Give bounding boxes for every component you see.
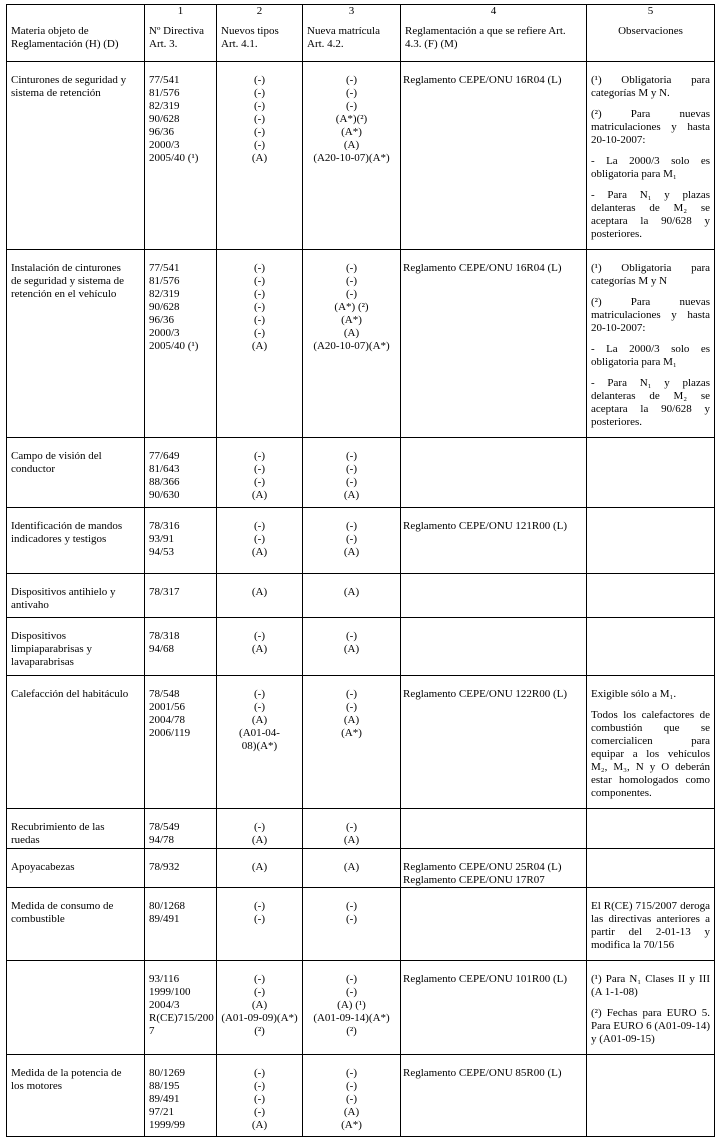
cell-line: Instalación de cinturones: [11, 262, 121, 274]
row-nuevos-tipos: [217, 574, 303, 618]
cell-line: (-): [346, 900, 357, 912]
cell-line: 96/36: [149, 126, 175, 138]
col-number: 1: [145, 5, 217, 24]
cell-line: (-): [346, 74, 357, 86]
row-observaciones: [587, 676, 715, 809]
cell-line: (-): [254, 288, 265, 300]
cell-line: (-): [346, 973, 357, 985]
table-row: [7, 888, 715, 961]
row-nueva-matricula: [303, 961, 401, 1055]
cell-line: Reglamento CEPE/ONU 16R04 (L): [403, 74, 562, 86]
col-number: 3: [303, 5, 401, 24]
row-materia: [7, 574, 145, 618]
row-materia: [7, 62, 145, 250]
row-nuevos-tipos: [217, 1055, 303, 1137]
cell-line: 88/195: [149, 1080, 180, 1092]
cell-line: Reglamento CEPE/ONU 122R00 (L): [403, 688, 568, 700]
cell-line: los motores: [11, 1080, 63, 1092]
table-row: [7, 676, 715, 809]
cell-line: (-): [254, 463, 265, 475]
row-directiva: [145, 676, 217, 809]
cell-line: (A): [251, 1119, 268, 1131]
cell-line: (A): [251, 999, 268, 1011]
cell-line: 81/643: [149, 463, 180, 475]
cell-line: 1999/100: [149, 986, 191, 998]
cell-line: Exigible sólo a M₁.: [591, 688, 677, 700]
row-nueva-matricula: [303, 62, 401, 250]
cell-line: retención en el vehículo: [11, 288, 117, 300]
cell-line: (-): [346, 100, 357, 112]
cell-line: 2000/3: [149, 139, 180, 151]
cell-line: 1999/99: [149, 1119, 186, 1131]
cell-line: (A): [251, 152, 268, 164]
cell-line: Cinturones de seguridad y: [11, 74, 127, 86]
cell-line: (²) Para nuevas matriculaciones y hasta 20-10-2007:: [591, 108, 710, 146]
cell-line: Reglamento CEPE/ONU 101R00 (L): [403, 973, 568, 985]
row-nuevos-tipos: [217, 849, 303, 888]
cell-line: (-): [254, 74, 265, 86]
cell-line: (-): [254, 701, 265, 713]
cell-line: 78/316: [149, 520, 180, 532]
cell-line: (²) Para nuevas matriculaciones y hasta 20-10-2007:: [591, 296, 710, 334]
cell-line: 82/319: [149, 288, 180, 300]
cell-line: (A): [343, 1106, 360, 1118]
cell-line: (A01-09-14)(A*): [313, 1012, 390, 1024]
cell-line: (-): [254, 262, 265, 274]
row-observaciones: [587, 438, 715, 508]
cell-line: (-): [346, 262, 357, 274]
cell-line: 77/541: [149, 262, 180, 274]
cell-line: Reglamento CEPE/ONU 17R07: [403, 874, 545, 886]
row-nueva-matricula: [303, 676, 401, 809]
row-materia: [7, 1055, 145, 1137]
table-row: [7, 438, 715, 508]
row-materia: [7, 888, 145, 961]
cell-line: (-): [346, 288, 357, 300]
table-row: [7, 574, 715, 618]
row-directiva: [145, 250, 217, 438]
cell-line: (²): [346, 1025, 357, 1037]
cell-line: (A01-04-: [239, 727, 280, 739]
cell-line: (A*)(²): [335, 113, 368, 125]
col-header-nuevos: Nuevos tipos Art. 4.1.: [217, 23, 303, 62]
row-materia: [7, 508, 145, 574]
row-materia: [7, 250, 145, 438]
cell-line: Reglamento CEPE/ONU 25R04 (L): [403, 861, 562, 873]
cell-line: 2006/119: [149, 727, 191, 739]
row-directiva: [145, 961, 217, 1055]
cell-line: 93/116: [149, 973, 180, 985]
table-row: [7, 849, 715, 888]
cell-line: (-): [254, 900, 265, 912]
cell-line: Identificación de mandos: [11, 520, 123, 532]
row-directiva: [145, 438, 217, 508]
cell-line: (-): [346, 630, 357, 642]
cell-line: (-): [254, 1067, 265, 1079]
row-nuevos-tipos: [217, 888, 303, 961]
cell-line: 78/548: [149, 688, 180, 700]
row-nuevos-tipos: [217, 676, 303, 809]
col-header-matricula: Nueva matrícula Art. 4.2.: [303, 23, 401, 62]
cell-line: (²) Fechas para EURO 5. Para EURO 6 (A01-09-14) y (A01-09-15): [591, 1007, 710, 1045]
cell-line: Campo de visión del: [11, 450, 102, 462]
cell-line: Reglamento CEPE/ONU 85R00 (L): [403, 1067, 562, 1079]
cell-line: - La 2000/3 solo es obligatoria para M₁: [591, 155, 710, 180]
table-row: [7, 1055, 715, 1137]
row-materia: [7, 849, 145, 888]
cell-line: (-): [254, 973, 265, 985]
cell-line: 2005/40 (¹): [149, 340, 199, 352]
cell-line: (-): [254, 275, 265, 287]
row-directiva: [145, 618, 217, 676]
cell-line: 77/541: [149, 74, 180, 86]
cell-line: (A*): [341, 126, 362, 138]
cell-line: (-): [254, 533, 265, 545]
row-nuevos-tipos: [217, 62, 303, 250]
cell-line: (A): [343, 586, 360, 598]
cell-line: 78/549: [149, 821, 180, 833]
cell-line: 93/91: [149, 533, 175, 545]
row-reglamentacion: [401, 888, 587, 961]
row-nuevos-tipos: [217, 809, 303, 849]
cell-line: 90/628: [149, 113, 180, 125]
table-row: [7, 508, 715, 574]
cell-line: 89/491: [149, 913, 180, 925]
header-label-row: [7, 23, 715, 62]
cell-line: (A): [251, 546, 268, 558]
row-reglamentacion: [401, 508, 587, 574]
cell-line: (A20-10-07)(A*): [313, 152, 390, 164]
cell-line: R(CE)715/200: [149, 1012, 214, 1024]
row-observaciones: [587, 508, 715, 574]
cell-line: 81/576: [149, 87, 180, 99]
cell-line: Todos los calefactores de combustión que se comercialicen para equipar a los vehículos M₂, M₃, N y O deberán estar homologados como componentes.: [591, 709, 710, 799]
cell-line: (-): [346, 688, 357, 700]
cell-line: (-): [254, 126, 265, 138]
cell-line: Calefacción del habitáculo: [11, 688, 129, 700]
cell-line: Apoyacabezas: [11, 861, 75, 873]
cell-line: (-): [346, 1093, 357, 1105]
row-reglamentacion: [401, 849, 587, 888]
cell-line: Medida de consumo de: [11, 900, 114, 912]
cell-line: 94/68: [149, 643, 175, 655]
col-header-observaciones: Observaciones: [587, 23, 715, 62]
row-directiva: [145, 62, 217, 250]
row-nuevos-tipos: [217, 508, 303, 574]
cell-line: 78/317: [149, 586, 180, 598]
row-nueva-matricula: [303, 1055, 401, 1137]
cell-line: (-): [254, 301, 265, 313]
cell-line: (A): [251, 340, 268, 352]
cell-line: (A): [343, 489, 360, 501]
row-reglamentacion: [401, 676, 587, 809]
cell-line: (-): [346, 476, 357, 488]
row-directiva: [145, 574, 217, 618]
row-directiva: [145, 809, 217, 849]
row-reglamentacion: [401, 250, 587, 438]
row-observaciones: [587, 618, 715, 676]
cell-line: (-): [254, 139, 265, 151]
cell-line: 2000/3: [149, 327, 180, 339]
header-number-row: [7, 5, 715, 24]
row-observaciones: [587, 961, 715, 1055]
row-reglamentacion: [401, 1055, 587, 1137]
row-directiva: [145, 508, 217, 574]
row-nueva-matricula: [303, 574, 401, 618]
cell-line: 2004/78: [149, 714, 186, 726]
cell-line: 89/491: [149, 1093, 180, 1105]
row-nueva-matricula: [303, 618, 401, 676]
cell-line: (-): [254, 450, 265, 462]
row-nueva-matricula: [303, 508, 401, 574]
row-materia: [7, 809, 145, 849]
cell-line: (-): [254, 1080, 265, 1092]
cell-line: (A): [251, 861, 268, 873]
cell-line: (A): [343, 546, 360, 558]
cell-line: (-): [254, 476, 265, 488]
cell-line: lavaparabrisas: [11, 656, 74, 668]
row-materia: [7, 618, 145, 676]
cell-line: Dispositivos antihielo y: [11, 586, 116, 598]
cell-line: El R(CE) 715/2007 deroga las directivas anteriores a partir del 2-01-13 y modifica la 70/156: [591, 900, 710, 951]
table-row: [7, 250, 715, 438]
cell-line: (A): [343, 861, 360, 873]
cell-line: (A): [251, 714, 268, 726]
cell-line: sistema de retención: [11, 87, 101, 99]
cell-line: 94/53: [149, 546, 175, 558]
row-observaciones: [587, 809, 715, 849]
cell-line: (-): [254, 100, 265, 112]
cell-line: (A): [251, 834, 268, 846]
cell-line: 81/576: [149, 275, 180, 287]
row-reglamentacion: [401, 961, 587, 1055]
cell-line: (¹) Obligatoria para categorías M y N.: [591, 74, 710, 99]
cell-line: (-): [254, 113, 265, 125]
cell-line: conductor: [11, 463, 55, 475]
cell-line: (A): [251, 489, 268, 501]
cell-line: (¹) Para N₁ Clases II y III (A 1-1-08): [591, 973, 710, 998]
row-reglamentacion: [401, 438, 587, 508]
row-reglamentacion: [401, 62, 587, 250]
table-row: [7, 62, 715, 250]
row-observaciones: [587, 574, 715, 618]
cell-line: (-): [346, 533, 357, 545]
cell-line: Medida de la potencia de: [11, 1067, 122, 1079]
cell-line: (-): [346, 913, 357, 925]
cell-line: (A): [343, 834, 360, 846]
col-header-reglamentacion: Reglamentación a que se refiere Art. 4.3. (F) (M): [401, 23, 587, 62]
cell-line: (A20-10-07)(A*): [313, 340, 390, 352]
cell-line: 90/630: [149, 489, 180, 501]
row-directiva: [145, 849, 217, 888]
cell-line: antivaho: [11, 599, 49, 611]
cell-line: (-): [254, 630, 265, 642]
col-number: 4: [401, 5, 587, 24]
cell-line: 94/78: [149, 834, 175, 846]
regulation-table: [6, 4, 715, 1137]
cell-line: (-): [254, 688, 265, 700]
cell-line: (A*): [341, 314, 362, 326]
table-row: [7, 618, 715, 676]
cell-line: (A): [343, 643, 360, 655]
cell-line: 7: [149, 1025, 155, 1037]
row-nueva-matricula: [303, 849, 401, 888]
cell-line: 2005/40 (¹): [149, 152, 199, 164]
table-row: [7, 961, 715, 1055]
cell-line: (-): [254, 986, 265, 998]
cell-line: combustible: [11, 913, 65, 925]
col-header-materia: Materia objeto de Reglamentación (H) (D): [7, 23, 145, 62]
row-reglamentacion: [401, 574, 587, 618]
cell-line: (A) (¹): [337, 999, 366, 1011]
cell-line: (-): [346, 821, 357, 833]
cell-line: - La 2000/3 solo es obligatoria para M₁: [591, 343, 710, 368]
cell-line: 80/1268: [149, 900, 186, 912]
cell-line: (-): [346, 275, 357, 287]
cell-line: (-): [254, 913, 265, 925]
cell-line: (-): [254, 821, 265, 833]
cell-line: (-): [254, 327, 265, 339]
cell-line: 08)(A*): [241, 740, 278, 752]
cell-line: Reglamento CEPE/ONU 16R04 (L): [403, 262, 562, 274]
col-number: 5: [587, 5, 715, 24]
row-reglamentacion: [401, 809, 587, 849]
row-observaciones: [587, 62, 715, 250]
cell-line: 90/628: [149, 301, 180, 313]
cell-line: 78/318: [149, 630, 180, 642]
cell-line: Dispositivos: [11, 630, 67, 642]
cell-line: 96/36: [149, 314, 175, 326]
cell-line: (A): [343, 327, 360, 339]
row-directiva: [145, 888, 217, 961]
row-materia: [7, 961, 145, 1055]
table-row: [7, 809, 715, 849]
cell-line: (A01-09-09)(A*): [221, 1012, 298, 1024]
cell-line: 80/1269: [149, 1067, 186, 1079]
col-header-directiva: Nº Directiva Art. 3.: [145, 23, 217, 62]
row-observaciones: [587, 250, 715, 438]
cell-line: 97/21: [149, 1106, 175, 1118]
cell-line: - Para N₁ y plazas delanteras de M₂ se aceptara la 90/628 y posteriores.: [591, 377, 710, 428]
row-observaciones: [587, 1055, 715, 1137]
cell-line: (A): [251, 643, 268, 655]
cell-line: limpiaparabrisas y: [11, 643, 92, 655]
cell-line: 78/932: [149, 861, 180, 873]
cell-line: (-): [346, 1067, 357, 1079]
cell-line: (-): [346, 520, 357, 532]
cell-line: ruedas: [11, 834, 40, 846]
row-materia: [7, 676, 145, 809]
cell-line: (-): [346, 87, 357, 99]
row-nueva-matricula: [303, 438, 401, 508]
cell-line: - Para N₁ y plazas delanteras de M₂ se aceptara la 90/628 y posteriores.: [591, 189, 710, 240]
cell-line: (-): [254, 87, 265, 99]
cell-line: 82/319: [149, 100, 180, 112]
col-number: 2: [217, 5, 303, 24]
cell-line: Recubrimiento de las: [11, 821, 105, 833]
cell-line: (A): [251, 586, 268, 598]
row-observaciones: [587, 849, 715, 888]
row-nuevos-tipos: [217, 438, 303, 508]
cell-line: (-): [346, 701, 357, 713]
cell-line: (-): [254, 520, 265, 532]
cell-line: (A*) (²): [334, 301, 369, 313]
cell-line: Reglamento CEPE/ONU 121R00 (L): [403, 520, 568, 532]
cell-line: 88/366: [149, 476, 180, 488]
cell-line: (¹) Obligatoria para categorías M y N: [591, 262, 710, 287]
cell-line: 2004/3: [149, 999, 180, 1011]
col-number: [7, 5, 145, 24]
cell-line: (A): [343, 714, 360, 726]
row-nueva-matricula: [303, 250, 401, 438]
row-nueva-matricula: [303, 809, 401, 849]
row-directiva: [145, 1055, 217, 1137]
cell-line: 77/649: [149, 450, 180, 462]
cell-line: (-): [346, 986, 357, 998]
cell-line: (-): [346, 1080, 357, 1092]
cell-line: (A*): [341, 1119, 362, 1131]
cell-line: (²): [254, 1025, 265, 1037]
cell-line: (-): [254, 314, 265, 326]
row-observaciones: [587, 888, 715, 961]
cell-line: (-): [254, 1093, 265, 1105]
cell-line: (A): [343, 139, 360, 151]
row-nuevos-tipos: [217, 250, 303, 438]
cell-line: indicadores y testigos: [11, 533, 107, 545]
row-nuevos-tipos: [217, 961, 303, 1055]
cell-line: (A*): [341, 727, 362, 739]
row-nuevos-tipos: [217, 618, 303, 676]
cell-line: de seguridad y sistema de: [11, 275, 125, 287]
row-materia: [7, 438, 145, 508]
row-nueva-matricula: [303, 888, 401, 961]
cell-line: 2001/56: [149, 701, 186, 713]
cell-line: (-): [254, 1106, 265, 1118]
cell-line: (-): [346, 450, 357, 462]
row-reglamentacion: [401, 618, 587, 676]
cell-line: (-): [346, 463, 357, 475]
